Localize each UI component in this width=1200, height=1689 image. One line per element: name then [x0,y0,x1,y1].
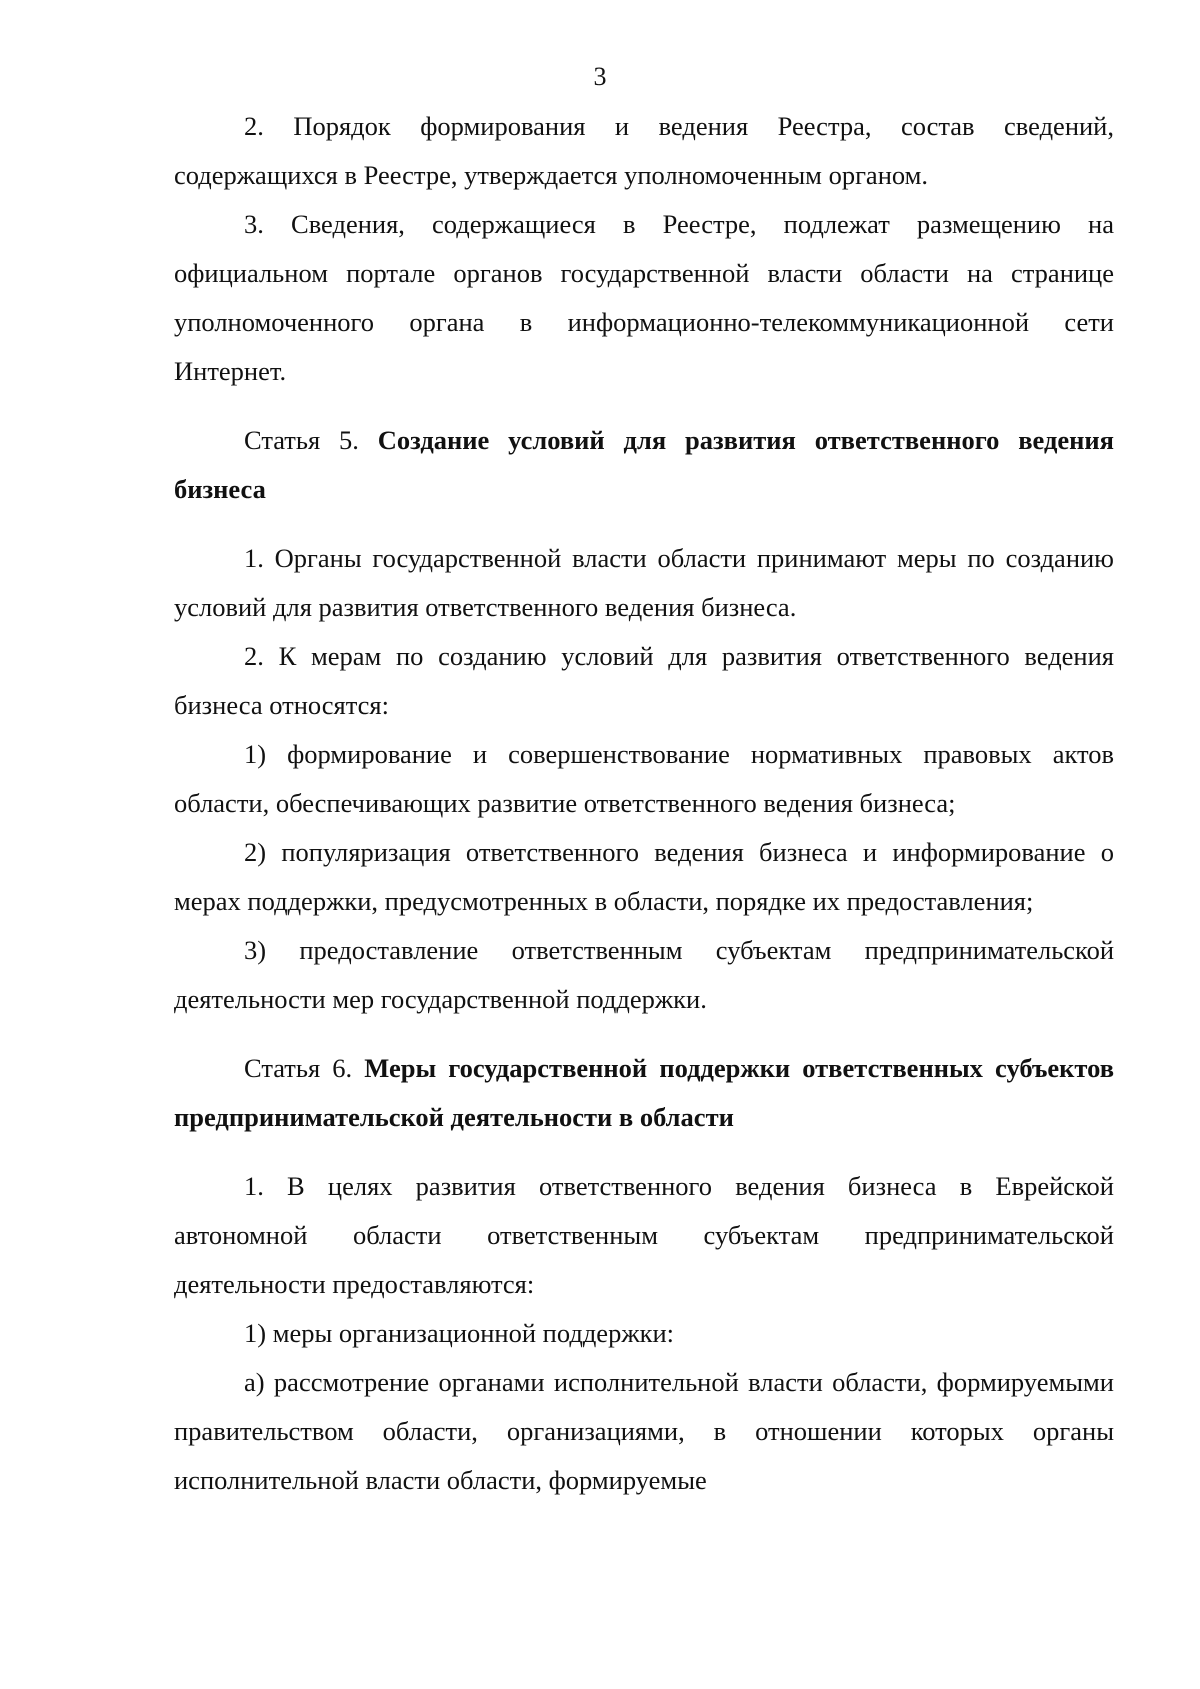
article-6-title: Меры государственной поддержки ответственных субъектов предпринимательской деятельности в области [174,1053,1114,1132]
paragraph-art6-item1a: а) рассмотрение органами исполнительной власти области, формируемыми правительством области, организациями, в отношении которых органы исполнительной власти области, формируемые [174,1367,1114,1495]
article-6-heading [174,1044,1114,1142]
paragraph-art5-item1: 1) формирование и совершенствование нормативных правовых актов области, обеспечивающих развитие ответственного ведения бизнеса; [174,739,1114,818]
paragraph-art6-item1: 1) меры организационной поддержки: [244,1318,675,1348]
paragraph-art4-part2: 2. Порядок формирования и ведения Реестра, состав сведений, содержащихся в Реестре, утверждается уполномоченным органом. [174,111,1114,190]
paragraph-art5-part2: 2. К мерам по созданию условий для развития ответственного ведения бизнеса относятся: [174,641,1114,720]
paragraph-art4-part3: 3. Сведения, содержащиеся в Реестре, подлежат размещению на официальном портале органов государственной власти области на странице уполномоченного органа в информационно-телекоммуникационной сети Интернет. [174,209,1114,386]
article-5-label: Статья 5. [244,425,359,455]
paragraph-art5-part1: 1. Органы государственной власти области принимают меры по созданию условий для развития ответственного ведения бизнеса. [174,543,1114,622]
page-number: 3 [593,62,607,91]
document-body [174,102,1114,1505]
article-5-title: Создание условий для развития ответственного ведения бизнеса [174,425,1114,504]
article-6-label: Статья 6. [244,1053,353,1083]
paragraph-art5-item2: 2) популяризация ответственного ведения бизнеса и информирование о мерах поддержки, предусмотренных в области, порядке их предоставления; [174,837,1114,916]
paragraph-art6-part1: 1. В целях развития ответственного ведения бизнеса в Еврейской автономной области ответственным субъектам предпринимательской деятельности предоставляются: [174,1171,1114,1299]
article-5-heading [174,416,1114,514]
paragraph-art5-item3: 3) предоставление ответственным субъектам предпринимательской деятельности мер государственной поддержки. [174,935,1114,1014]
